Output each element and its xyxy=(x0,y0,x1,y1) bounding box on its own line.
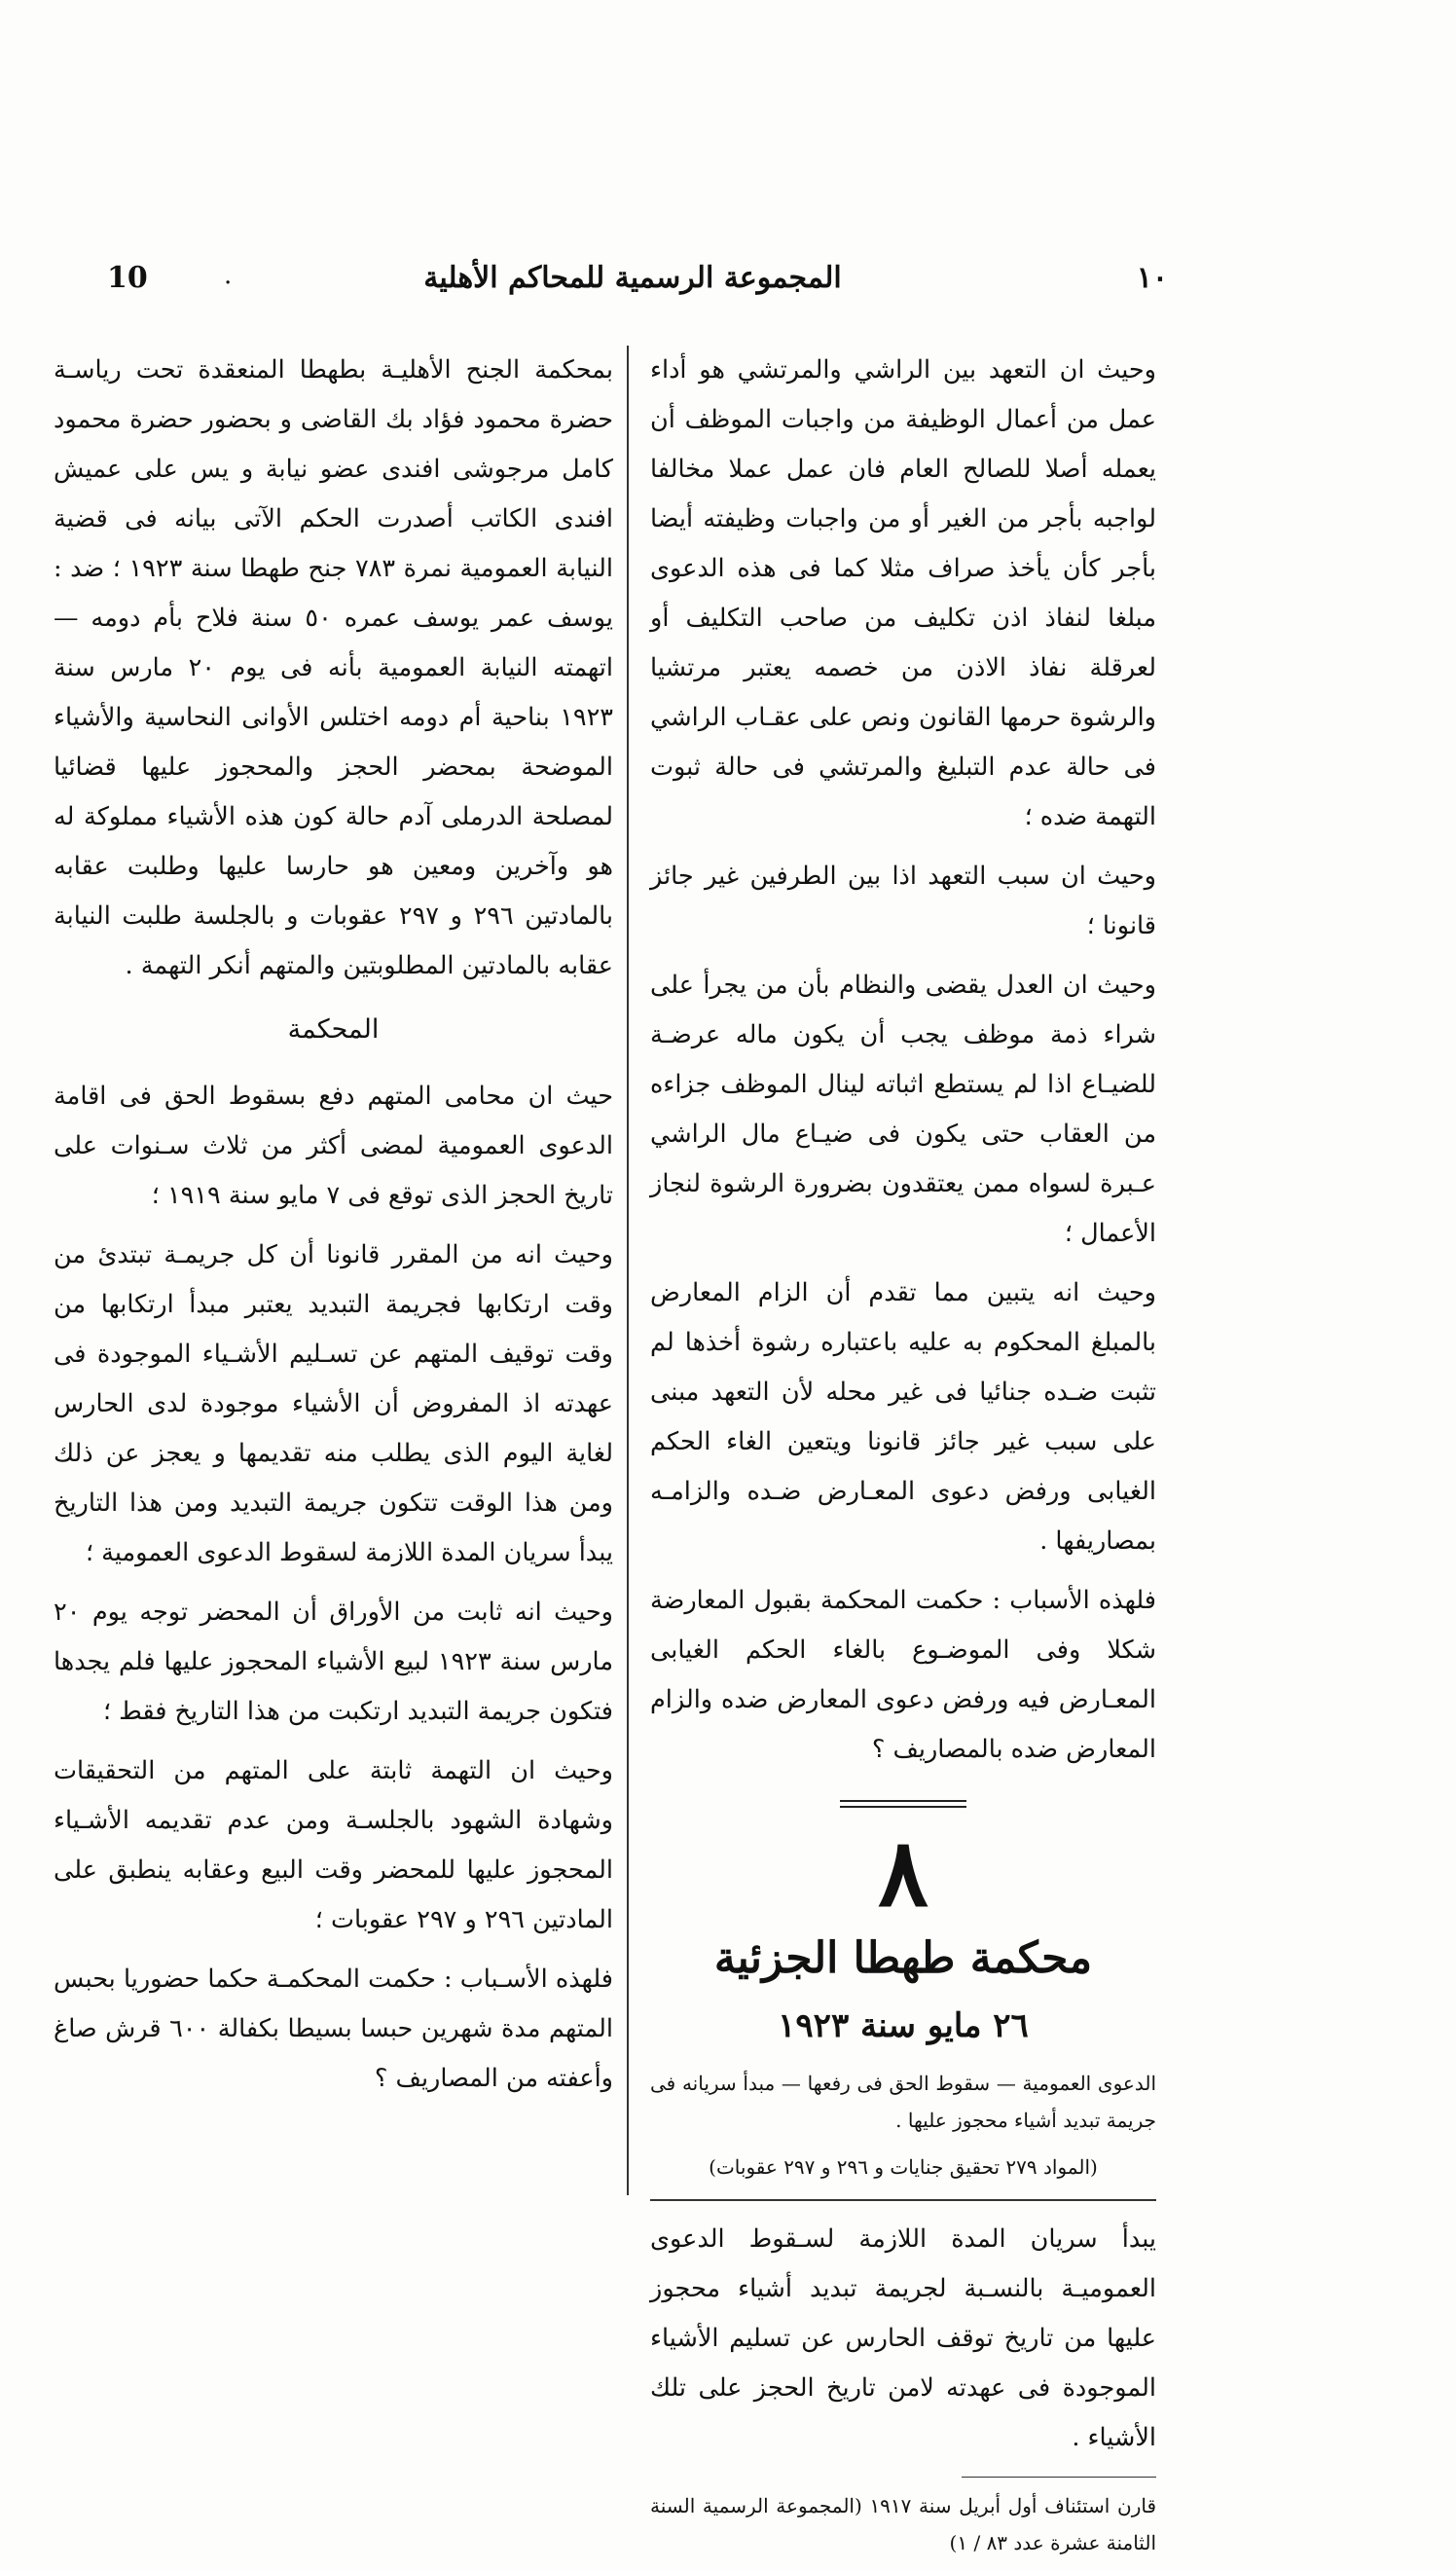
case-date: ٢٦ مايو سنة ١٩٢٣ xyxy=(778,2006,1029,2045)
paragraph: وحيث ان التعهد بين الراشي والمرتشي هو أداء عمل من أعمال الوظيفة من واجبات الموظف أن يعمله أصلا للصالح العام فان عمل عملا مخالفا لواجبه بأجر من الغير أو من واجبات وظيفته أيضا بأجر كأن يأخذ صراف مثلا كما فى هذه الدعوى مبلغا لنفاذ اذن تكليف من صاحب التكليف أو لعرقلة نفاذ الاذن من خصمه يعتبر مرتشيا والرشوة حرمها القانون ونص على عقـاب الراشي فى حالة عدم التبليغ والمرتشي فى حالة ثبوت التهمة ضده ؛ xyxy=(650,355,1156,831)
footnote-rule xyxy=(962,2477,1156,2478)
paragraph: بمحكمة الجنح الأهليـة بطهطا المنعقدة تحت رياسـة حضرة محمود فؤاد بك القاضى و بحضور حضرة محمود كامل مرجوشى افندى عضو نيابة و يس على عميش افندى الكاتب أصدرت الحكم الآتى بيانه فى قضية النيابة العمومية نمرة ٧٨٣ جنح طهطا سنة ١٩٢٣ ؛ ضد : يوسف عمر يوسف عمره ٥٠ سنة فلاح بأم دومه — اتهمته النيابة العمومية بأنه فى يوم ٢٠ مارس سنة ١٩٢٣ بناحية أم دومه اختلس الأوانى النحاسية والأشياء الموضحة بمحضر الحجز والمحجوز عليها قضائيا لمصلحة الدرملى آدم حالة كون هذه الأشياء مملوكة له هو وآخرين ومعين هو حارسا عليها وطلبت عقابه بالمادتين ٢٩٦ و ٢٩٧ عقوبات و بالجلسة طلبت النيابة عقابه بالمادتين المطلوبتين والمتهم أنكر التهمة . xyxy=(54,355,614,980)
case-number: ٨ xyxy=(878,1818,928,1928)
paragraph: فلهذه الأسـباب : حكمت المحكمـة حكما حضوريا بحبس المتهم مدة شهرين حبسا بسيطا بكفالة ٦٠٠ قرش صاغ وأعفته من المصاريف ؟ xyxy=(54,1965,613,2093)
paragraph: وحيث انه يتبين مما تقدم أن الزام المعارض بالمبلغ المحكوم به عليه باعتباره رشوة أخذها لم تثبت ضـده جنائيا فى غير محله لأن التعهد مبنى على سبب غير جائز قانونا ويتعين الغاء الحكم الغيابى ورفض دعوى المعـارض ضـده والزامـه بمصاريفها . xyxy=(650,1278,1156,1556)
paragraph: وحيث انه ثابت من الأوراق أن المحضر توجه يوم ٢٠ مارس سنة ١٩٢٣ لبيع الأشياء المحجوز عليها فلم يجدها فتكون جريمة التبديد ارتكبت من هذا التاريخ فقط ؛ xyxy=(54,1598,613,1726)
page-header xyxy=(97,261,1168,310)
footnote: قارن استئناف أول أبريل سنة ١٩١٧ (المجموعة الرسمية السنة الثامنة عشرة عدد ٨٣ / ١) xyxy=(650,2494,1157,2554)
column-divider xyxy=(627,346,629,2195)
paragraph: وحيث ان سبب التعهد اذا بين الطرفين غير جائز قانونا ؛ xyxy=(650,862,1156,940)
paragraph: وحيث ان العدل يقضى والنظام بأن من يجرأ على شراء ذمة موظف يجب أن يكون ماله عرضـة للضيـاع اذا لم يستطع اثباته لينال الموظف جزاءه من العقاب حتى يكون فى ضيـاع مال الراشي عـبرة لسواه ممن يعتقدون بضرورة الرشوة لنجاز الأعمال ؛ xyxy=(650,971,1156,1248)
page-number-arabic: ١٠ xyxy=(1136,261,1168,295)
paragraph: فلهذه الأسباب : حكمت المحكمة بقبول المعارضة شكلا وفى الموضـوع بالغاء الحكم الغيابى المعـارض فيه ورفض دعوى المعارض ضده والزام المعارض ضده بالمصاريف ؟ xyxy=(650,1586,1156,1764)
running-title: المجموعة الرسمية للمحاكم الأهلية xyxy=(423,261,842,295)
section-heading: المحكمة xyxy=(287,1014,380,1045)
court-title: محكمة طهطا الجزئية xyxy=(713,1933,1093,1983)
right-column xyxy=(650,346,1156,2571)
articles-note: (المواد ٢٧٩ تحقيق جنايات و ٢٩٦ و ٢٩٧ عقوبات) xyxy=(709,2155,1098,2179)
summary-rule xyxy=(650,2199,1156,2201)
left-column xyxy=(54,346,613,2113)
paragraph: وحيث انه من المقرر قانونا أن كل جريمـة تبتدئ من وقت ارتكابها فجريمة التبديد يعتبر مبدأ ارتكابها من وقت توقيف المتهم عن تسـليم الأشـياء الموجودة فى عهدته اذ المفروض أن الأشياء موجودة لدى الحارس لغاية اليوم الذى يطلب منه تقديمها و يعجز عن ذلك ومن هذا الوقت تتكون جريمة التبديد ومن هذا التاريخ يبدأ سريان المدة اللازمة لسقوط الدعوى العمومية ؛ xyxy=(54,1240,613,1567)
paragraph: حيث ان محامى المتهم دفع بسقوط الحق فى اقامة الدعوى العمومية لمضى أكثر من ثلاث سـنوات على تاريخ الحجز الذى توقع فى ٧ مايو سنة ١٩١٩ ؛ xyxy=(54,1082,613,1210)
case-summary: الدعوى العمومية — سقوط الحق فى رفعها — مبدأ سريانه فى جريمة تبديد أشياء محجوز عليها . xyxy=(650,2072,1156,2132)
section-separator xyxy=(840,1800,966,1808)
page-number-latin: 10 xyxy=(107,261,148,295)
paragraph: وحيث ان التهمة ثابتة على المتهم من التحقيقات وشهادة الشهود بالجلسـة ومن عدم تقديمه الأشـياء المحجوز عليها للمحضر وقت البيع وعقابه ينطبق على المادتين ٢٩٦ و ٢٩٧ عقوبات ؛ xyxy=(54,1756,613,1934)
legal-principle: يبدأ سريان المدة اللازمة لسـقوط الدعوى العموميـة بالنسـبة لجريمة تبديد أشياء محجوز عليها من تاريخ توقف الحارس عن تسليم الأشياء الموجودة فى عهدته لامن تاريخ الحجز على تلك الأشياء . xyxy=(650,2224,1156,2452)
header-dot: . xyxy=(224,261,233,290)
